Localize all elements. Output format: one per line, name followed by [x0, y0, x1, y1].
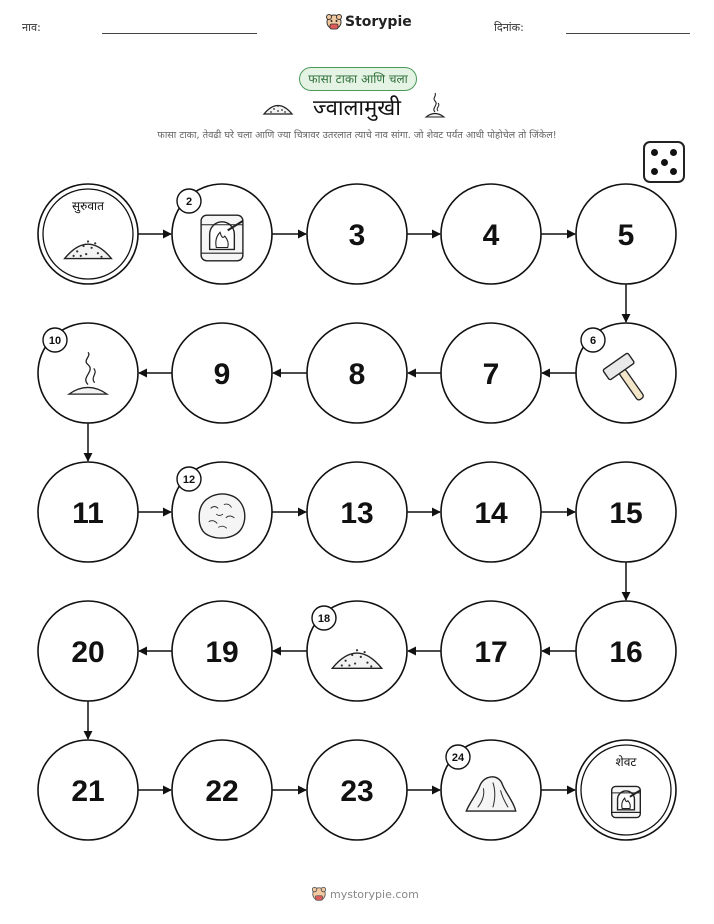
board-space-15[interactable] — [576, 462, 676, 562]
space-number-badge — [446, 745, 470, 769]
instructions-text: फासा टाका, तेवढी घरे चला आणि ज्या चित्रावर उतरलात त्याचे नाव सांगा. जो शेवट पर्यंत आधी पोहोचेल तो जिंकेल! — [157, 130, 557, 141]
board-space-22[interactable] — [172, 740, 272, 840]
board-space-23[interactable] — [307, 740, 407, 840]
space-number: 22 — [205, 775, 239, 808]
space-number: 19 — [205, 636, 239, 669]
start-label: सुरुवात — [72, 199, 104, 213]
end-label: शेवट — [615, 755, 637, 769]
board-space-12[interactable] — [172, 462, 272, 562]
board-space-8[interactable] — [307, 323, 407, 423]
footer-logo-icon — [311, 886, 327, 902]
space-number: 14 — [474, 497, 508, 530]
space-number: 21 — [71, 775, 105, 808]
board-space-4[interactable] — [441, 184, 541, 284]
space-number: 16 — [609, 636, 643, 669]
rock-icon — [199, 494, 245, 538]
space-number: 7 — [482, 358, 500, 391]
space-number: 4 — [482, 219, 500, 252]
end-space[interactable] — [576, 740, 676, 840]
svg-text:2: 2 — [185, 196, 193, 208]
board-space-19[interactable] — [172, 601, 272, 701]
board-space-13[interactable] — [307, 462, 407, 562]
board-space-18[interactable] — [307, 601, 407, 701]
board-space-11[interactable] — [38, 462, 138, 562]
svg-text:24: 24 — [451, 752, 465, 764]
board-space-17[interactable] — [441, 601, 541, 701]
space-number-badge — [581, 328, 605, 352]
space-number: 11 — [72, 497, 104, 530]
page-title: ज्वालामुखी — [313, 96, 401, 121]
board-space-20[interactable] — [38, 601, 138, 701]
space-number: 9 — [213, 358, 231, 391]
board-space-16[interactable] — [576, 601, 676, 701]
space-number: 3 — [348, 219, 366, 252]
space-number: 13 — [340, 497, 374, 530]
space-number: 20 — [71, 636, 105, 669]
svg-text:18: 18 — [317, 613, 331, 625]
board-space-21[interactable] — [38, 740, 138, 840]
start-space[interactable] — [38, 184, 138, 284]
space-number: 8 — [348, 358, 366, 391]
board-space-14[interactable] — [441, 462, 541, 562]
space-number-badge — [43, 328, 67, 352]
svg-text:12: 12 — [182, 474, 196, 486]
space-number-badge — [177, 189, 201, 213]
space-number: 23 — [340, 775, 374, 808]
board-space-3[interactable] — [307, 184, 407, 284]
space-number: 15 — [609, 497, 643, 530]
space-number: 5 — [617, 219, 635, 252]
svg-text:10: 10 — [48, 335, 62, 347]
brand-name: Storypie — [345, 14, 412, 30]
date-label: दिनांक: — [494, 21, 524, 34]
board-space-5[interactable] — [576, 184, 676, 284]
board-space-24[interactable] — [441, 740, 541, 840]
board-space-9[interactable] — [172, 323, 272, 423]
board-space-6[interactable] — [576, 323, 676, 423]
space-number-badge — [312, 606, 336, 630]
space-number-badge — [177, 467, 201, 491]
svg-text:6: 6 — [589, 335, 597, 347]
furnace-icon — [612, 786, 641, 817]
furnace-icon — [201, 215, 243, 261]
board-space-10[interactable] — [38, 323, 138, 423]
space-number: 17 — [474, 636, 508, 669]
board-space-2[interactable] — [172, 184, 272, 284]
board-space-7[interactable] — [441, 323, 541, 423]
footer-url[interactable]: mystorypie.com — [330, 888, 419, 901]
name-label: नाव: — [22, 21, 41, 34]
game-type-badge: फासा टाका आणि चला — [299, 67, 417, 91]
